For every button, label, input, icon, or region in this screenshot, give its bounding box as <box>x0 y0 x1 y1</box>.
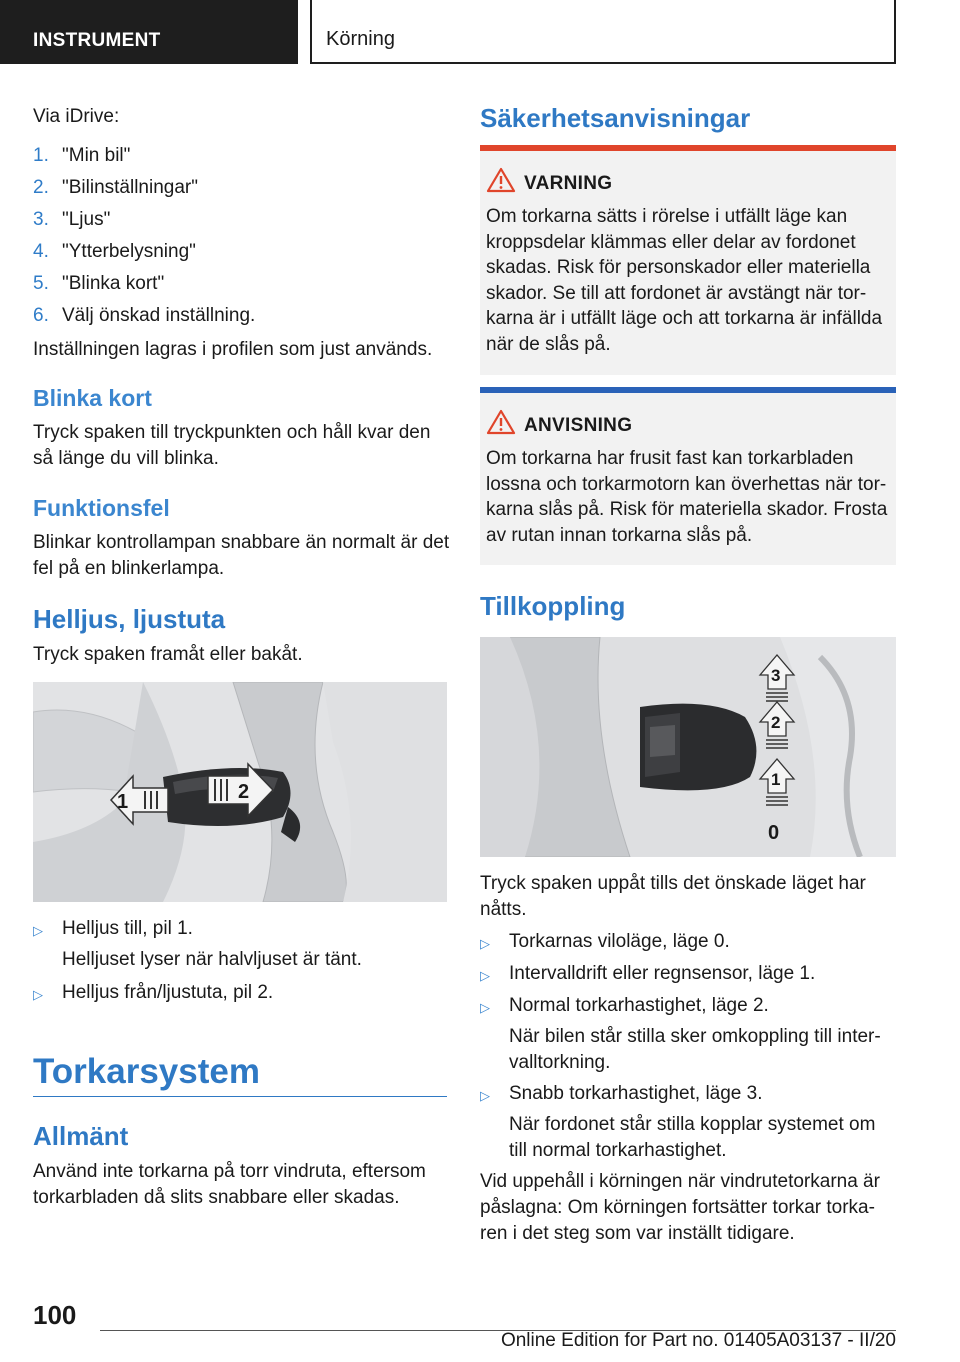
footer-edition: Online Edition for Part no. 01405A03137 - II/20 <box>500 1330 896 1351</box>
warning-triangle-icon <box>486 409 516 435</box>
step-item: 2. "Bilinställningar" <box>33 177 198 198</box>
warning-triangle-icon <box>486 167 516 193</box>
bullet-item: ▷ Normal torkarhastighet, läge 2. När bilen står stilla sker omkoppling till inter- valltorkning. <box>480 995 881 1073</box>
via-idrive-label: Via iDrive: <box>33 106 120 127</box>
bullet-item: ▷ Torkarnas viloläge, läge 0. <box>480 929 896 959</box>
helljus-heading: Helljus, ljustuta <box>33 604 226 634</box>
helljus-text: Tryck spaken framåt eller bakåt. <box>33 644 303 665</box>
allmant-text: Använd inte torkarna på torr vindruta, eftersom torkarbladen då slits snabbare eller skadas. <box>33 1161 426 1208</box>
notice-box <box>480 387 896 565</box>
notice-text: Om torkarna har frusit fast kan torkarbladen lossna och torkarmotorn kan överhettas när tor- karna slås på. Risk för materiella skador. Frosta av rutan innan torkarna slås på. <box>486 448 888 546</box>
step-item: 6. Välj önskad inställning. <box>33 305 256 326</box>
warning-box <box>480 145 896 375</box>
warning-bar <box>480 145 896 151</box>
arrow-label-1: 1 <box>117 791 129 813</box>
position-label-2: 2 <box>771 713 781 732</box>
arrow-label-2: 2 <box>238 781 250 803</box>
tillkoppling-heading: Tillkoppling <box>480 591 626 621</box>
section-rule <box>33 1096 447 1097</box>
bullet-item: ▷ Helljus från/ljustuta, pil 2. <box>33 980 447 1010</box>
triangle-bullet-icon: ▷ <box>480 1000 490 1015</box>
step-item: 4. "Ytterbelysning" <box>33 241 196 262</box>
lever-drawing <box>33 682 447 902</box>
bullet-item: ▷ Snabb torkarhastighet, läge 3. När fordonet står stilla kopplar systemet om till normal torkarhastighet. <box>480 1083 876 1161</box>
step-item: 5. "Blinka kort" <box>33 273 165 294</box>
position-label-3: 3 <box>771 666 781 685</box>
triangle-bullet-icon: ▷ <box>480 968 490 983</box>
saved-note: Inställningen lagras i profilen som just används. <box>33 339 433 360</box>
warning-title: VARNING <box>524 173 613 194</box>
step-item: 1. "Min bil" <box>33 145 131 166</box>
allmant-heading: Allmänt <box>33 1121 129 1151</box>
position-label-1: 1 <box>771 770 781 789</box>
notice-bar <box>480 387 896 393</box>
step-item: 3. "Ljus" <box>33 209 111 230</box>
bullet-item: ▷ Intervalldrift eller regnsensor, läge 1. <box>480 961 896 991</box>
triangle-bullet-icon: ▷ <box>33 923 43 938</box>
triangle-bullet-icon: ▷ <box>480 936 490 951</box>
bullet-item: ▷ Helljus till, pil 1. Helljuset lyser när halvljuset är tänt. <box>33 918 362 970</box>
page-number: 100 <box>33 1300 77 1330</box>
sakerhet-heading: Säkerhetsanvisningar <box>480 103 751 133</box>
tillkoppling-text: Tryck spaken uppåt tills det önskade läget har nåtts. <box>480 873 866 920</box>
header-section: INSTRUMENT <box>0 0 298 64</box>
high-beam-lever-illustration <box>33 682 447 902</box>
end-paragraph: Vid uppehåll i körningen när vindrutetorkarna är påslagna: Om körningen fortsätter torkar torka- ren i det steg som var inställt tidigare. <box>480 1171 880 1244</box>
triangle-bullet-icon: ▷ <box>33 987 43 1002</box>
funktionsfel-text: Blinkar kontrollampan snabbare än normalt är det fel på en blinkerlampa. <box>33 532 450 579</box>
blinka-kort-text: Tryck spaken till tryckpunkten och håll kvar den så länge du vill blinka. <box>33 422 431 469</box>
funktionsfel-heading: Funktionsfel <box>33 495 170 521</box>
wiper-drawing <box>480 637 896 857</box>
blinka-kort-heading: Blinka kort <box>33 385 152 411</box>
idrive-steps <box>33 143 447 335</box>
warning-text: Om torkarna sätts i rörelse i utfällt läge kan kroppsdelar klämmas eller delar av fordonet skadas. Risk för personskador eller materiella skador. Se till att fordonet är avstängt när tor- karna är i utfällt läge och att torkarna är infällda när de slås på. <box>486 206 883 355</box>
notice-title: ANVISNING <box>524 415 633 436</box>
torkarsystem-heading: Torkarsystem <box>33 1052 260 1091</box>
header-chapter: Körning <box>310 0 896 64</box>
triangle-bullet-icon: ▷ <box>480 1088 490 1103</box>
position-label-0: 0 <box>768 822 780 844</box>
wiper-lever-illustration <box>480 637 896 857</box>
